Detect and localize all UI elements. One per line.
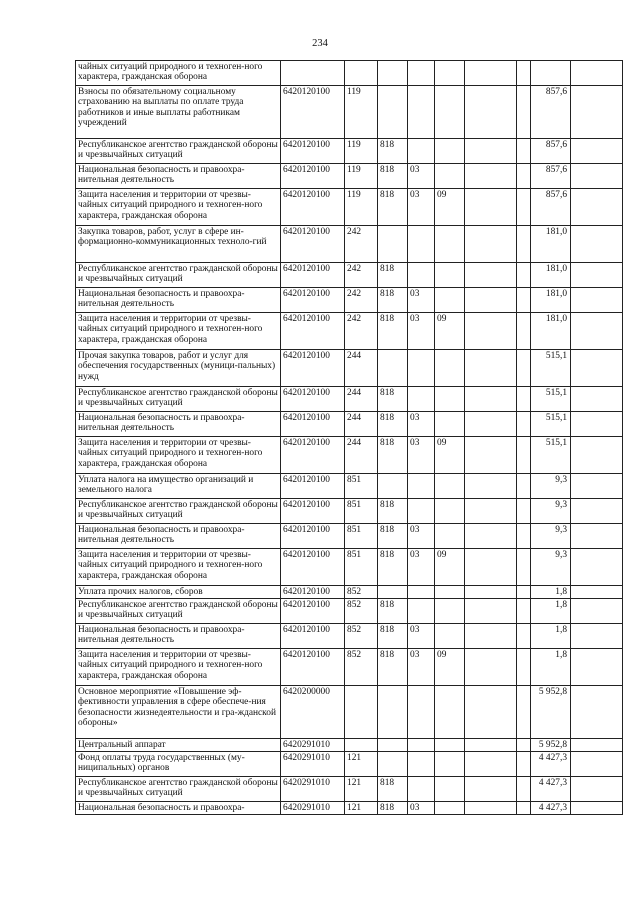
row-subsection — [435, 263, 465, 288]
row-expense-type: 121 — [345, 752, 378, 777]
row-section — [408, 226, 435, 263]
row-empty-cell — [517, 802, 531, 815]
row-name: Защита населения и территории от чрезвы-чайных ситуаций природного и техноген-ного характера, гражданская оборона — [76, 649, 281, 686]
row-department: 818 — [378, 164, 408, 189]
row-expense-type — [345, 61, 378, 86]
row-department — [378, 739, 408, 752]
row-section — [408, 474, 435, 499]
row-section — [408, 139, 435, 164]
row-empty-cell — [517, 288, 531, 313]
row-empty-cell — [517, 499, 531, 524]
row-empty-cell — [517, 86, 531, 139]
row-empty-cell — [571, 263, 623, 288]
row-expense-type: 851 — [345, 549, 378, 586]
row-empty-cell — [571, 61, 623, 86]
row-expense-type: 851 — [345, 474, 378, 499]
table-row — [76, 139, 623, 164]
row-subsection — [435, 499, 465, 524]
row-empty-cell — [517, 226, 531, 263]
row-department — [378, 86, 408, 139]
row-code: 6420120100 — [281, 499, 345, 524]
row-expense-type: 244 — [345, 437, 378, 474]
row-empty-cell — [571, 412, 623, 437]
row-department: 818 — [378, 777, 408, 802]
row-empty-cell — [571, 437, 623, 474]
row-name: Центральный аппарат — [76, 739, 281, 752]
row-empty-cell — [517, 350, 531, 387]
row-code: 6420120100 — [281, 288, 345, 313]
row-expense-type: 119 — [345, 86, 378, 139]
row-sum: 181,0 — [531, 313, 571, 350]
row-sum: 515,1 — [531, 350, 571, 387]
row-department — [378, 350, 408, 387]
row-section — [408, 777, 435, 802]
row-name: Защита населения и территории от чрезвы-чайных ситуаций природного и техноген-ного характера, гражданская оборона — [76, 549, 281, 586]
row-expense-type: 852 — [345, 649, 378, 686]
row-expense-type: 852 — [345, 586, 378, 599]
table-body — [76, 61, 623, 815]
row-code: 6420120100 — [281, 189, 345, 226]
row-section — [408, 86, 435, 139]
row-empty-cell — [517, 263, 531, 288]
row-expense-type: 121 — [345, 777, 378, 802]
row-empty-cell — [465, 313, 517, 350]
row-sum: 181,0 — [531, 288, 571, 313]
row-subsection — [435, 752, 465, 777]
row-sum: 4 427,3 — [531, 777, 571, 802]
row-code: 6420120100 — [281, 139, 345, 164]
table-row — [76, 739, 623, 752]
row-code: 6420120100 — [281, 649, 345, 686]
row-section — [408, 61, 435, 86]
row-code: 6420120100 — [281, 350, 345, 387]
table-row — [76, 189, 623, 226]
row-empty-cell — [571, 226, 623, 263]
row-section: 03 — [408, 189, 435, 226]
row-name: Уплата прочих налогов, сборов — [76, 586, 281, 599]
row-sum — [531, 61, 571, 86]
row-subsection — [435, 686, 465, 739]
row-sum: 5 952,8 — [531, 739, 571, 752]
row-subsection: 09 — [435, 437, 465, 474]
row-section: 03 — [408, 549, 435, 586]
row-subsection — [435, 86, 465, 139]
row-sum: 515,1 — [531, 387, 571, 412]
row-empty-cell — [517, 649, 531, 686]
row-department: 818 — [378, 288, 408, 313]
row-sum: 4 427,3 — [531, 802, 571, 815]
table-row — [76, 61, 623, 86]
row-subsection — [435, 586, 465, 599]
row-section — [408, 263, 435, 288]
row-empty-cell — [465, 412, 517, 437]
row-department: 818 — [378, 189, 408, 226]
row-empty-cell — [571, 777, 623, 802]
row-code: 6420120100 — [281, 524, 345, 549]
row-expense-type: 244 — [345, 387, 378, 412]
row-empty-cell — [517, 474, 531, 499]
table-row — [76, 752, 623, 777]
row-department: 818 — [378, 649, 408, 686]
table-row — [76, 802, 623, 815]
row-name: Национальная безопасность и правоохра-нительная деятельность — [76, 524, 281, 549]
row-code: 6420291010 — [281, 802, 345, 815]
row-subsection — [435, 802, 465, 815]
row-sum: 1,8 — [531, 586, 571, 599]
table-row — [76, 599, 623, 624]
row-name: чайных ситуаций природного и техноген-ного характера, гражданская оборона — [76, 61, 281, 86]
row-empty-cell — [517, 139, 531, 164]
row-department: 818 — [378, 624, 408, 649]
row-department: 818 — [378, 524, 408, 549]
row-department: 818 — [378, 139, 408, 164]
row-empty-cell — [517, 586, 531, 599]
row-expense-type: 119 — [345, 189, 378, 226]
row-name: Защита населения и территории от чрезвы-чайных ситуаций природного и техноген-ного характера, гражданская оборона — [76, 437, 281, 474]
row-department: 818 — [378, 599, 408, 624]
row-name: Защита населения и территории от чрезвы-чайных ситуаций природного и техноген-ного характера, гражданская оборона — [76, 189, 281, 226]
table-row — [76, 649, 623, 686]
row-subsection — [435, 226, 465, 263]
row-empty-cell — [465, 586, 517, 599]
row-name: Основное мероприятие «Повышение эф-фективности управления в сфере обеспече-ния безопасности жизнедеятельности и гра-жданской обороны» — [76, 686, 281, 739]
row-subsection — [435, 624, 465, 649]
row-sum: 9,3 — [531, 474, 571, 499]
row-code: 6420120100 — [281, 624, 345, 649]
row-code: 6420291010 — [281, 777, 345, 802]
row-sum: 4 427,3 — [531, 752, 571, 777]
row-empty-cell — [517, 624, 531, 649]
table-row — [76, 387, 623, 412]
row-empty-cell — [465, 263, 517, 288]
row-empty-cell — [571, 350, 623, 387]
page-number: 234 — [312, 38, 328, 49]
row-empty-cell — [465, 624, 517, 649]
row-empty-cell — [465, 752, 517, 777]
row-empty-cell — [465, 777, 517, 802]
row-sum: 181,0 — [531, 263, 571, 288]
row-empty-cell — [571, 624, 623, 649]
row-subsection — [435, 599, 465, 624]
row-expense-type: 119 — [345, 139, 378, 164]
row-section: 03 — [408, 412, 435, 437]
row-section: 03 — [408, 802, 435, 815]
row-department — [378, 752, 408, 777]
row-subsection — [435, 524, 465, 549]
row-section — [408, 350, 435, 387]
row-expense-type: 852 — [345, 624, 378, 649]
row-section: 03 — [408, 288, 435, 313]
row-sum: 1,8 — [531, 624, 571, 649]
table-row — [76, 164, 623, 189]
row-empty-cell — [571, 387, 623, 412]
table-row — [76, 437, 623, 474]
row-empty-cell — [517, 777, 531, 802]
row-subsection: 09 — [435, 549, 465, 586]
row-sum: 5 952,8 — [531, 686, 571, 739]
row-department — [378, 474, 408, 499]
row-expense-type: 242 — [345, 288, 378, 313]
row-empty-cell — [571, 86, 623, 139]
row-empty-cell — [517, 189, 531, 226]
table-row — [76, 226, 623, 263]
row-subsection — [435, 739, 465, 752]
row-empty-cell — [465, 350, 517, 387]
row-sum: 9,3 — [531, 499, 571, 524]
row-empty-cell — [517, 739, 531, 752]
row-department — [378, 226, 408, 263]
row-empty-cell — [571, 139, 623, 164]
row-sum: 9,3 — [531, 549, 571, 586]
row-name: Республиканское агентство гражданской обороны и чрезвычайных ситуаций — [76, 139, 281, 164]
row-code: 6420291010 — [281, 739, 345, 752]
row-empty-cell — [465, 802, 517, 815]
row-department — [378, 61, 408, 86]
row-subsection — [435, 350, 465, 387]
row-name: Национальная безопасность и правоохра-нительная деятельность — [76, 288, 281, 313]
row-empty-cell — [465, 226, 517, 263]
row-section: 03 — [408, 164, 435, 189]
budget-table — [75, 60, 623, 815]
row-empty-cell — [571, 599, 623, 624]
row-empty-cell — [571, 164, 623, 189]
row-expense-type: 244 — [345, 412, 378, 437]
row-empty-cell — [465, 649, 517, 686]
row-sum: 857,6 — [531, 164, 571, 189]
row-empty-cell — [571, 313, 623, 350]
row-expense-type: 851 — [345, 499, 378, 524]
row-expense-type: 119 — [345, 164, 378, 189]
row-sum: 857,6 — [531, 139, 571, 164]
table-row — [76, 313, 623, 350]
row-section — [408, 686, 435, 739]
row-empty-cell — [517, 313, 531, 350]
row-section: 03 — [408, 649, 435, 686]
row-expense-type: 242 — [345, 313, 378, 350]
row-code: 6420120100 — [281, 412, 345, 437]
row-section — [408, 752, 435, 777]
row-empty-cell — [517, 599, 531, 624]
row-empty-cell — [571, 288, 623, 313]
row-code: 6420291010 — [281, 752, 345, 777]
row-empty-cell — [465, 739, 517, 752]
row-sum: 1,8 — [531, 599, 571, 624]
row-expense-type: 244 — [345, 350, 378, 387]
row-code: 6420120100 — [281, 164, 345, 189]
row-empty-cell — [517, 61, 531, 86]
row-code: 6420120100 — [281, 549, 345, 586]
row-code: 6420120100 — [281, 313, 345, 350]
table-row — [76, 350, 623, 387]
row-subsection: 09 — [435, 189, 465, 226]
row-empty-cell — [465, 387, 517, 412]
table-row — [76, 586, 623, 599]
row-empty-cell — [571, 649, 623, 686]
row-code: 6420120100 — [281, 226, 345, 263]
row-code: 6420120100 — [281, 387, 345, 412]
row-section: 03 — [408, 624, 435, 649]
row-name: Республиканское агентство гражданской обороны и чрезвычайных ситуаций — [76, 599, 281, 624]
row-name: Республиканское агентство гражданской обороны и чрезвычайных ситуаций — [76, 387, 281, 412]
row-expense-type — [345, 739, 378, 752]
row-empty-cell — [465, 549, 517, 586]
table-row — [76, 524, 623, 549]
row-section — [408, 739, 435, 752]
row-subsection — [435, 412, 465, 437]
row-empty-cell — [465, 686, 517, 739]
row-empty-cell — [571, 189, 623, 226]
row-empty-cell — [465, 499, 517, 524]
row-empty-cell — [571, 474, 623, 499]
row-department: 818 — [378, 549, 408, 586]
row-empty-cell — [465, 86, 517, 139]
row-name: Взносы по обязательному социальному страхованию на выплаты по оплате труда работников и иные выплаты работникам учреждений — [76, 86, 281, 139]
row-empty-cell — [571, 499, 623, 524]
row-expense-type: 242 — [345, 226, 378, 263]
row-sum: 515,1 — [531, 412, 571, 437]
row-name: Защита населения и территории от чрезвы-чайных ситуаций природного и техноген-ного характера, гражданская оборона — [76, 313, 281, 350]
row-empty-cell — [517, 549, 531, 586]
row-empty-cell — [571, 586, 623, 599]
row-sum: 9,3 — [531, 524, 571, 549]
row-empty-cell — [465, 189, 517, 226]
row-code: 6420120100 — [281, 586, 345, 599]
row-expense-type: 121 — [345, 802, 378, 815]
row-empty-cell — [465, 474, 517, 499]
row-empty-cell — [571, 524, 623, 549]
row-section — [408, 387, 435, 412]
table-row — [76, 86, 623, 139]
row-empty-cell — [517, 524, 531, 549]
row-sum: 181,0 — [531, 226, 571, 263]
row-empty-cell — [517, 412, 531, 437]
row-empty-cell — [465, 288, 517, 313]
row-subsection: 09 — [435, 313, 465, 350]
row-empty-cell — [517, 686, 531, 739]
row-name: Республиканское агентство гражданской обороны и чрезвычайных ситуаций — [76, 263, 281, 288]
row-section — [408, 586, 435, 599]
row-sum: 1,8 — [531, 649, 571, 686]
row-expense-type: 242 — [345, 263, 378, 288]
row-name: Закупка товаров, работ, услуг в сфере ин-формационно-коммуникационных техноло-гий — [76, 226, 281, 263]
row-empty-cell — [465, 61, 517, 86]
row-section: 03 — [408, 313, 435, 350]
row-sum: 515,1 — [531, 437, 571, 474]
table-row — [76, 263, 623, 288]
row-subsection — [435, 288, 465, 313]
row-subsection — [435, 139, 465, 164]
row-section — [408, 599, 435, 624]
row-department — [378, 586, 408, 599]
row-department: 818 — [378, 802, 408, 815]
row-empty-cell — [571, 686, 623, 739]
row-code: 6420120100 — [281, 263, 345, 288]
row-department: 818 — [378, 499, 408, 524]
row-name: Республиканское агентство гражданской обороны и чрезвычайных ситуаций — [76, 499, 281, 524]
row-empty-cell — [571, 752, 623, 777]
row-code: 6420200000 — [281, 686, 345, 739]
row-department: 818 — [378, 263, 408, 288]
table-row — [76, 777, 623, 802]
row-expense-type: 851 — [345, 524, 378, 549]
row-empty-cell — [571, 802, 623, 815]
row-empty-cell — [571, 739, 623, 752]
row-section: 03 — [408, 437, 435, 474]
table-row — [76, 624, 623, 649]
row-name: Национальная безопасность и правоохра-нительная деятельность — [76, 412, 281, 437]
row-code: 6420120100 — [281, 86, 345, 139]
row-empty-cell — [517, 437, 531, 474]
row-subsection: 09 — [435, 649, 465, 686]
row-department: 818 — [378, 313, 408, 350]
row-name: Уплата налога на имущество организаций и земельного налога — [76, 474, 281, 499]
row-name: Прочая закупка товаров, работ и услуг для обеспечения государственных (муници-пальных) нужд — [76, 350, 281, 387]
row-department — [378, 686, 408, 739]
row-empty-cell — [465, 524, 517, 549]
table-row — [76, 499, 623, 524]
row-name: Национальная безопасность и правоохра- — [76, 802, 281, 815]
row-empty-cell — [465, 437, 517, 474]
row-empty-cell — [571, 549, 623, 586]
table-row — [76, 412, 623, 437]
row-empty-cell — [517, 164, 531, 189]
row-name: Фонд оплаты труда государственных (му-ниципальных) органов — [76, 752, 281, 777]
row-section: 03 — [408, 524, 435, 549]
row-code — [281, 61, 345, 86]
row-department: 818 — [378, 412, 408, 437]
row-subsection — [435, 387, 465, 412]
table-row — [76, 288, 623, 313]
row-subsection — [435, 164, 465, 189]
row-section — [408, 499, 435, 524]
row-empty-cell — [517, 387, 531, 412]
row-department: 818 — [378, 387, 408, 412]
row-department: 818 — [378, 437, 408, 474]
row-code: 6420120100 — [281, 437, 345, 474]
row-empty-cell — [465, 599, 517, 624]
row-code: 6420120100 — [281, 474, 345, 499]
row-expense-type — [345, 686, 378, 739]
table-row — [76, 549, 623, 586]
row-empty-cell — [465, 139, 517, 164]
table-row — [76, 474, 623, 499]
row-empty-cell — [465, 164, 517, 189]
row-name: Национальная безопасность и правоохра-нительная деятельность — [76, 624, 281, 649]
row-name: Республиканское агентство гражданской обороны и чрезвычайных ситуаций — [76, 777, 281, 802]
table-row — [76, 686, 623, 739]
row-sum: 857,6 — [531, 189, 571, 226]
row-subsection — [435, 474, 465, 499]
row-expense-type: 852 — [345, 599, 378, 624]
row-name: Национальная безопасность и правоохра-нительная деятельность — [76, 164, 281, 189]
row-sum: 857,6 — [531, 86, 571, 139]
row-subsection — [435, 777, 465, 802]
row-code: 6420120100 — [281, 599, 345, 624]
row-subsection — [435, 61, 465, 86]
row-empty-cell — [517, 752, 531, 777]
